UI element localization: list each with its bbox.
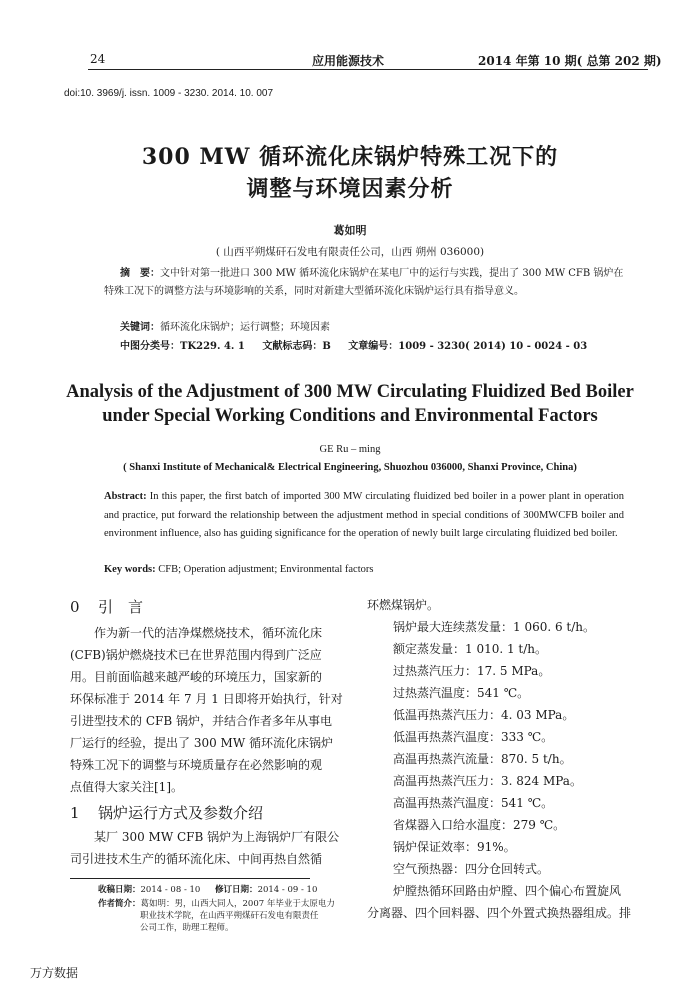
paragraph-line: 环保标准于 2014 年 7 月 1 日即将开始执行，针对 [70,692,343,706]
footnote-dates [98,884,358,896]
section-0-title: 引 言 [98,598,144,616]
footnote-bio [98,898,358,934]
received-date: 2014 - 08 - 10 [140,885,201,895]
footnote-rule [70,878,310,879]
paragraph-line: 用。目前面临越来越严峻的环境压力，国家新的 [70,670,323,684]
section-0-body [70,622,354,798]
received-label: 收稿日期： [98,885,141,895]
spec-line: 省煤器入口给水温度：279 ℃。 [393,818,566,832]
title-en-line2: under Special Working Conditions and Environmental Factors [102,406,598,426]
header-rule [88,69,648,70]
affiliation-cn: ( 山西平朔煤矸石发电有限责任公司，山西 朔州 036000) [215,246,485,258]
clc-value: TK229. 4. 1 [180,341,245,352]
revised-label: 修订日期： [215,885,258,895]
doi: doi:10. 3969/j. issn. 1009 - 3230. 2014. 10. 007 [64,88,274,99]
keywords-cn-text: 循环流化床锅炉；运行调整；环境因素 [160,322,330,333]
abstract-en [104,488,624,544]
bio-line-1: 葛如明：男，山西大同人，2007 年毕业于太原电力 [140,899,335,909]
section-1-title: 锅炉运行方式及参数介绍 [98,804,264,822]
doc-code-label: 文献标志码： [262,341,323,352]
issue-info: 2014 年第 10 期( 总第 202 期) [478,54,662,68]
paragraph-line: 某厂 300 MW CFB 锅炉为上海锅炉厂有限公 [94,830,340,844]
keywords-en [104,564,373,575]
spec-line: 过热蒸汽压力：17. 5 MPa。 [393,664,551,678]
section-1-heading [70,802,354,823]
classification-line [120,337,587,352]
watermark: 万方数据 [30,966,79,980]
author-en: GE Ru – ming [319,444,381,455]
section-1-body [70,826,354,870]
paragraph-line: 引进型技术的 CFB 锅炉，并结合作者多年从事电 [70,714,332,728]
keywords-en-text: CFB; Operation adjustment; Environmental factors [158,564,374,575]
paragraph-line: 分离器、四个回料器、四个外置式换热器组成。排 [367,906,632,920]
title-cn-line1: 300 MW 循环流化床锅炉特殊工况下的 [141,144,559,170]
spec-line: 高温再热蒸汽温度：541 ℃。 [393,796,554,810]
article-number-label: 文章编号： [348,341,399,352]
page-number: 24 [90,52,106,66]
paragraph-line: (CFB)锅炉燃烧技术已在世界范围内得到广泛应 [70,648,322,662]
paragraph-line: 炉膛热循环回路由炉膛、四个偏心布置旋风 [393,884,622,898]
spec-line: 低温再热蒸汽压力：4. 03 MPa。 [393,708,575,722]
bio-line-3: 公司工作，助理工程师。 [140,923,234,933]
journal-name: 应用能源技术 [312,54,385,68]
abstract-cn-label: 摘 要： [120,268,160,279]
paragraph-line: 环燃煤锅炉。 [367,598,440,612]
revised-date: 2014 - 09 - 10 [257,885,318,895]
paragraph-line: 点值得大家关注[1]。 [70,780,183,794]
article-number-value: 1009 - 3230( 2014) 10 - 0024 - 03 [398,341,588,352]
section-0-number: 0 [70,598,80,616]
keywords-en-label: Key words: [104,564,156,575]
spec-line: 高温再热蒸汽流量：870. 5 t/h。 [393,752,572,766]
doc-code-value: B [322,341,331,352]
keywords-cn [120,318,330,333]
author-cn: 葛如明 [333,224,367,237]
paragraph-line: 厂运行的经验，提出了 300 MW 循环流化床锅炉 [70,736,333,750]
section-0-heading [70,596,354,617]
affiliation-en: ( Shanxi Institute of Mechanical& Electrical Engineering, Shuozhou 036000, Shanxi Province, China) [123,462,577,473]
bio-label: 作者简介： [98,899,141,909]
spec-line: 过热蒸汽温度：541 ℃。 [393,686,530,700]
abstract-cn-text: 文中针对第一批进口 300 MW 循环流化床锅炉在某电厂中的运行与实践，提出了 300 MW CFB 锅炉在特殊工况下的调整方法与环境影响的关系，同时对新建大型循环流化床锅炉运行具有指导意义。 [104,268,624,297]
title-cn-line2: 调整与环境因素分析 [246,176,454,202]
spec-line: 低温再热蒸汽温度：333 ℃。 [393,730,554,744]
paragraph-line: 作为新一代的洁净煤燃烧技术，循环流化床 [94,626,323,640]
paragraph-line: 特殊工况下的调整与环境质量存在必然影响的观 [70,758,323,772]
bio-line-2: 职业技术学院，在山西平朔煤矸石发电有限责任 [140,911,319,921]
spec-line: 锅炉保证效率：91%。 [393,840,516,854]
section-1-number: 1 [70,804,80,822]
right-column-body [367,594,657,924]
paragraph-line: 司引进技术生产的循环流化床、中间再热自然循 [70,852,323,866]
spec-line: 额定蒸发量：1 010. 1 t/h。 [393,642,548,656]
abstract-en-label: Abstract: [104,491,147,502]
clc-label: 中图分类号： [120,341,180,352]
abstract-en-text: In this paper, the first batch of imported 300 MW circulating fluidized bed boiler in a power plant in operation and practice, put forward the relationship between the adjustment method in special conditions of 300MWCFB boiler and environment influence, also has guiding significance for the operation of newly built large circulating fluidized bed boiler. [104,491,624,539]
keywords-cn-label: 关键词： [120,322,160,333]
spec-line: 高温再热蒸汽压力：3. 824 MPa。 [393,774,582,788]
spec-line: 空气预热器：四分仓回转式。 [393,862,550,876]
abstract-cn [104,265,624,301]
spec-line: 锅炉最大连续蒸发量：1 060. 6 t/h。 [393,620,596,634]
title-en-line1: Analysis of the Adjustment of 300 MW Circulating Fluidized Bed Boiler [66,382,634,402]
